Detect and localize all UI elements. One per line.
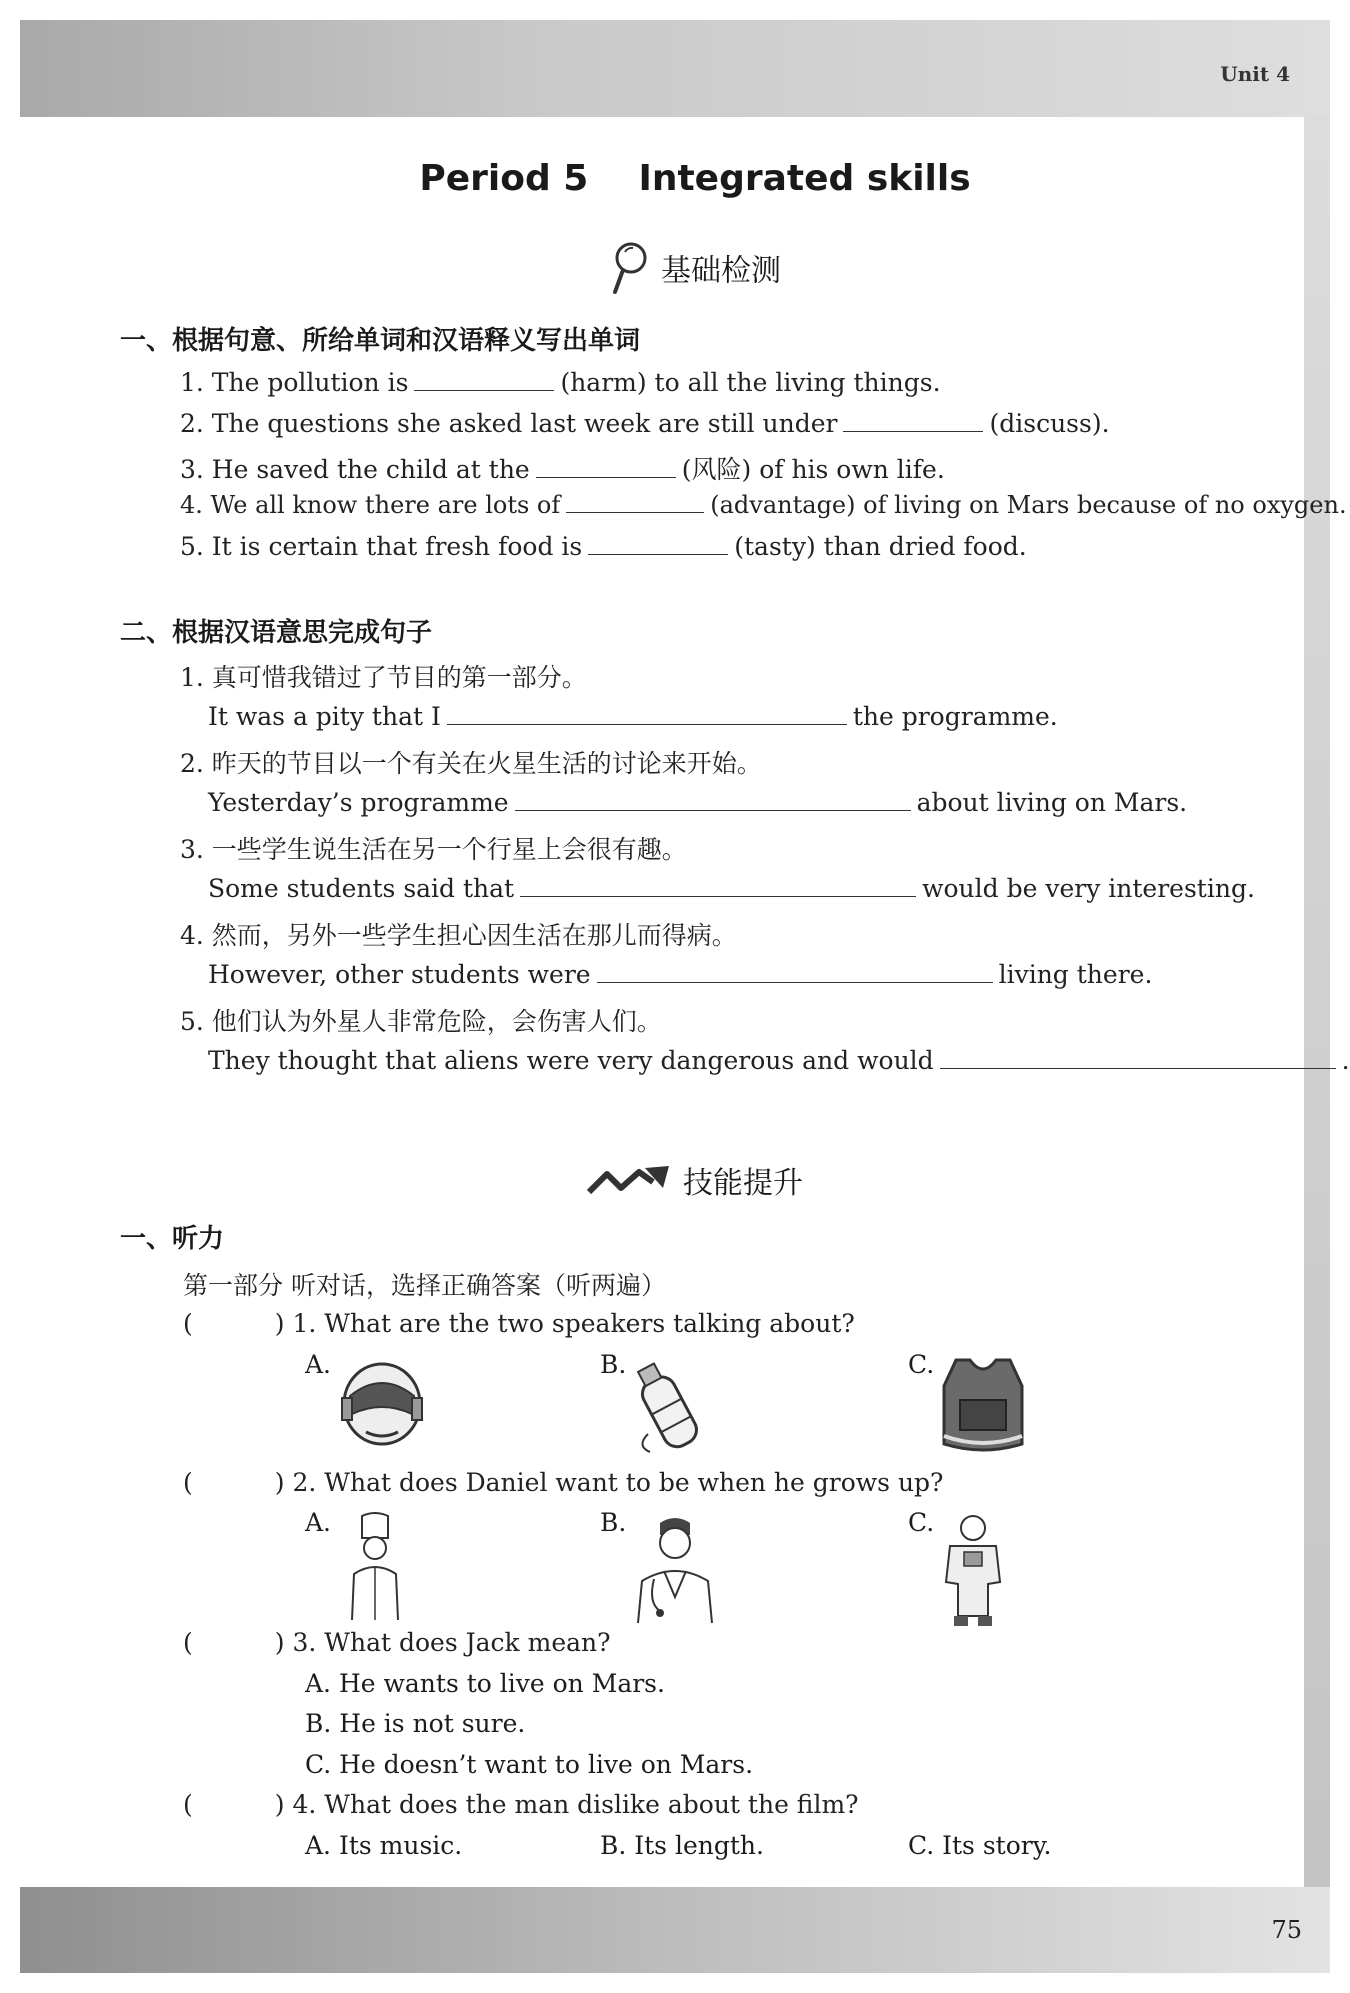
answer-blank[interactable] [536, 476, 676, 478]
answer-paren[interactable]: ( ) [183, 1628, 285, 1657]
answer-paren[interactable]: ( ) [183, 1468, 285, 1497]
answer-blank[interactable] [520, 895, 916, 897]
q1-option-b-label[interactable]: B. [600, 1350, 627, 1379]
translate-item-1: It was a pity that I the programme. [208, 702, 1058, 731]
answer-blank[interactable] [843, 430, 983, 432]
fill-item-3: 3. He saved the child at the (风险) of his own life. [180, 455, 945, 484]
fill-item-2: 2. The questions she asked last week are still under (discuss). [180, 409, 1110, 438]
answer-paren[interactable]: ( ) [183, 1790, 285, 1819]
fill-item-4: 4. We all know there are lots of (advantage) of living on Mars because of no oxygen. [180, 491, 1347, 519]
translate-item-2: Yesterday’s programme about living on Mars. [208, 788, 1188, 817]
question-1: ( ) 1. What are the two speakers talking about? [183, 1309, 855, 1338]
fill-item-5: 5. It is certain that fresh food is (tasty) than dried food. [180, 532, 1027, 561]
answer-blank[interactable] [515, 809, 911, 811]
astronaut-icon [938, 1512, 1008, 1630]
q2-option-a-label[interactable]: A. [305, 1508, 332, 1537]
answer-blank[interactable] [597, 981, 993, 983]
part1-heading: 一、根据句意、所给单词和汉语释义写出单词 [120, 326, 641, 356]
page-edge-strip [1304, 117, 1330, 1887]
q1-option-a-label[interactable]: A. [305, 1350, 332, 1379]
translate-cn-2: 2. 昨天的节目以一个有关在火星生活的讨论来开始。 [180, 749, 762, 778]
answer-paren[interactable]: ( ) [183, 1309, 285, 1338]
unit-label: Unit 4 [1220, 62, 1290, 86]
chef-icon [338, 1512, 412, 1622]
answer-blank[interactable] [940, 1067, 1336, 1069]
answer-blank[interactable] [414, 389, 554, 391]
q3-option-b[interactable]: B. He is not sure. [305, 1709, 526, 1738]
question-4: ( ) 4. What does the man dislike about the film? [183, 1790, 859, 1819]
question-2: ( ) 2. What does Daniel want to be when he grows up? [183, 1468, 944, 1497]
q3-option-c[interactable]: C. He doesn’t want to live on Mars. [305, 1750, 754, 1779]
translate-item-4: However, other students were living there. [208, 960, 1153, 989]
q2-option-b-label[interactable]: B. [600, 1508, 627, 1537]
q4-option-a[interactable]: A. Its music. [305, 1831, 463, 1860]
section-basic-banner [0, 240, 1350, 304]
header-band [20, 20, 1330, 117]
question-3: ( ) 3. What does Jack mean? [183, 1628, 611, 1657]
q4-option-c[interactable]: C. Its story. [908, 1831, 1052, 1860]
part2-heading: 二、根据汉语意思完成句子 [120, 618, 433, 648]
trend-arrow-icon [587, 1164, 671, 1206]
space-helmet-icon [336, 1356, 428, 1448]
section-skills-title: 技能提升 [683, 1166, 803, 1201]
oxygen-tank-icon [628, 1356, 710, 1456]
answer-blank[interactable] [447, 723, 847, 725]
section-skills-banner [0, 1158, 1350, 1206]
q1-option-c-label[interactable]: C. [908, 1350, 935, 1379]
listening-heading: 一、听力 [120, 1224, 225, 1254]
translate-cn-4: 4. 然而，另外一些学生担心因生活在那儿而得病。 [180, 921, 737, 950]
translate-item-5: They thought that aliens were very dangerous and would . [208, 1046, 1350, 1075]
doctor-icon [630, 1515, 720, 1625]
page-title: Period 5 Integrated skills [419, 158, 971, 199]
answer-blank[interactable] [588, 553, 728, 555]
answer-blank[interactable] [566, 511, 704, 513]
footer-band [20, 1887, 1330, 1973]
fill-item-1: 1. The pollution is (harm) to all the living things. [180, 368, 941, 397]
section-basic-title: 基础检测 [661, 253, 781, 289]
space-vest-icon [938, 1356, 1028, 1454]
q4-option-b[interactable]: B. Its length. [600, 1831, 764, 1860]
listening-instruction: 第一部分 听对话，选择正确答案（听两遍） [183, 1271, 666, 1300]
translate-cn-5: 5. 他们认为外星人非常危险，会伤害人们。 [180, 1007, 662, 1036]
magnifier-icon [609, 240, 649, 304]
q2-option-c-label[interactable]: C. [908, 1508, 935, 1537]
translate-cn-1: 1. 真可惜我错过了节目的第一部分。 [180, 663, 587, 692]
page-number: 75 [1271, 1916, 1302, 1944]
translate-cn-3: 3. 一些学生说生活在另一个行星上会很有趣。 [180, 835, 687, 864]
q3-option-a[interactable]: A. He wants to live on Mars. [305, 1669, 665, 1698]
translate-item-3: Some students said that would be very interesting. [208, 874, 1255, 903]
